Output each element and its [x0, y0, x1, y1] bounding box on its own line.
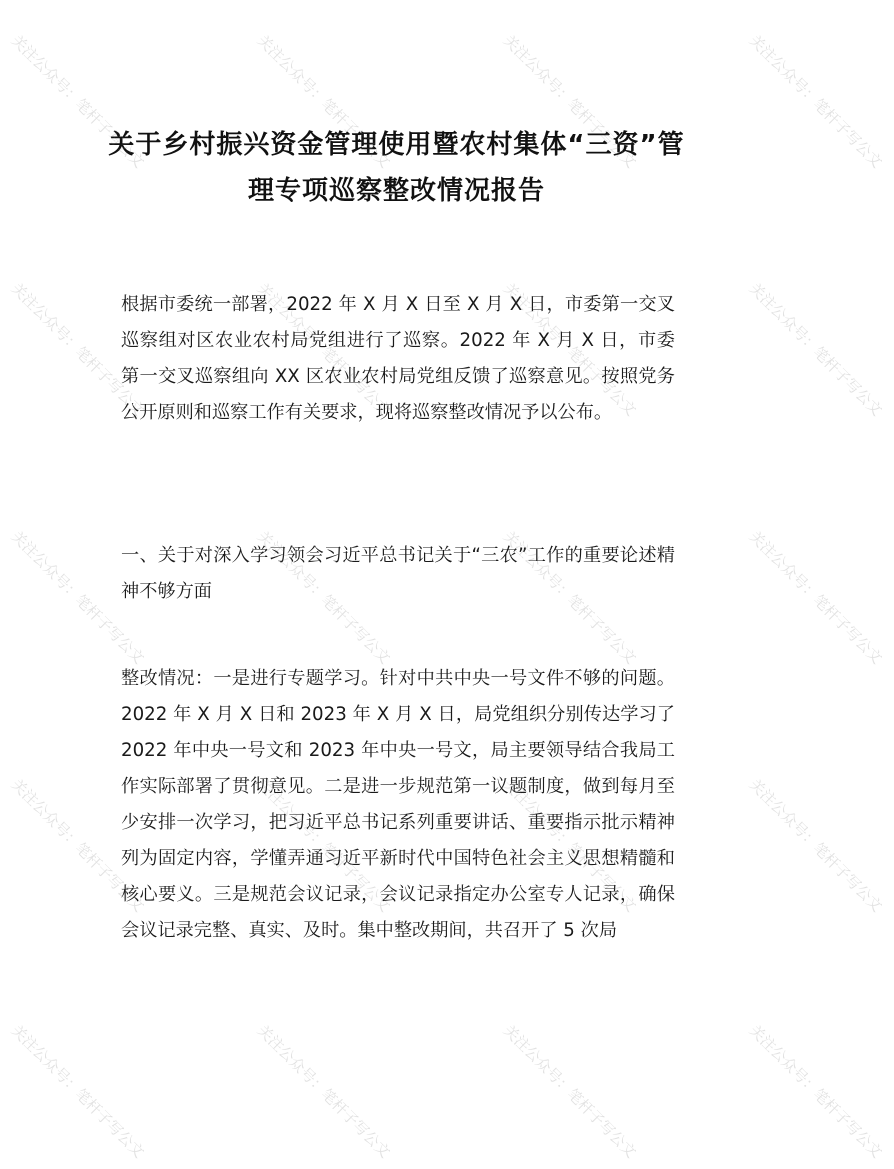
watermark-text: 关注公众号：笔杆子写公文: [253, 1021, 394, 1162]
watermark-text: 关注公众号：笔杆子写公文: [7, 279, 148, 420]
watermark-text: 关注公众号：笔杆子写公文: [7, 527, 148, 668]
watermark-text: 关注公众号：笔杆子写公文: [7, 775, 148, 916]
watermark-text: 关注公众号：笔杆子写公文: [499, 279, 640, 420]
watermark-text: 关注公众号：笔杆子写公文: [499, 1021, 640, 1162]
section-heading: 一、关于对深入学习领会习近平总书记关于“三农”工作的重要论述精神不够方面: [121, 545, 675, 602]
document-title: 关于乡村振兴资金管理使用暨农村集体“三资”管理专项巡察整改情况报告: [108, 130, 685, 206]
watermark-text: 关注公众号：笔杆子写公文: [7, 31, 148, 172]
watermark-text: 关注公众号：笔杆子写公文: [253, 279, 394, 420]
watermark-text: 关注公众号：笔杆子写公文: [745, 527, 886, 668]
watermark-text: 关注公众号：笔杆子写公文: [499, 31, 640, 172]
watermark-text: 关注公众号：笔杆子写公文: [499, 527, 640, 668]
watermark-text: 关注公众号：笔杆子写公文: [499, 775, 640, 916]
watermark-text: 关注公众号：笔杆子写公文: [745, 31, 886, 172]
rectification-paragraph: 整改情况：一是进行专题学习。针对中共中央一号文件不够的问题。2022 年 X 月 X 日和 2023 年 X 月 X 日，局党组织分别传达学习了 2022 年中央一号文和 2023 年中央一号文，局主要领导结合我局工作实际部署了贯彻意见。二是进一步规范第一议题制度，做到每月至少安排一次学习，把习近平总书记系列重要讲话、重要指示批示精神列为固定内容，学懂弄通习近平新时代中国特色社会主义思想精髓和核心要义。三是规范会议记录，会议记录指定办公室专人记录，确保会议记录完整、真实、及时。集中整改期间，共召开了 5 次局: [121, 668, 675, 941]
intro-paragraph: 根据市委统一部署，2022 年 X 月 X 日至 X 月 X 日，市委第一交叉巡察组对区农业农村局党组进行了巡察。2022 年 X 月 X 日，市委第一交叉巡察组向 XX 区农业农村局党组反馈了巡察意见。按照党务公开原则和巡察工作有关要求，现将巡察整改情况予以公布。: [121, 294, 675, 423]
watermark-text: 关注公众号：笔杆子写公文: [745, 1021, 886, 1162]
watermark-text: 关注公众号：笔杆子写公文: [745, 279, 886, 420]
watermark-text: 关注公众号：笔杆子写公文: [253, 775, 394, 916]
watermark-text: 关注公众号：笔杆子写公文: [745, 775, 886, 916]
watermark-text: 关注公众号：笔杆子写公文: [253, 527, 394, 668]
watermark-text: 关注公众号：笔杆子写公文: [7, 1021, 148, 1162]
watermark-text: 关注公众号：笔杆子写公文: [253, 31, 394, 172]
